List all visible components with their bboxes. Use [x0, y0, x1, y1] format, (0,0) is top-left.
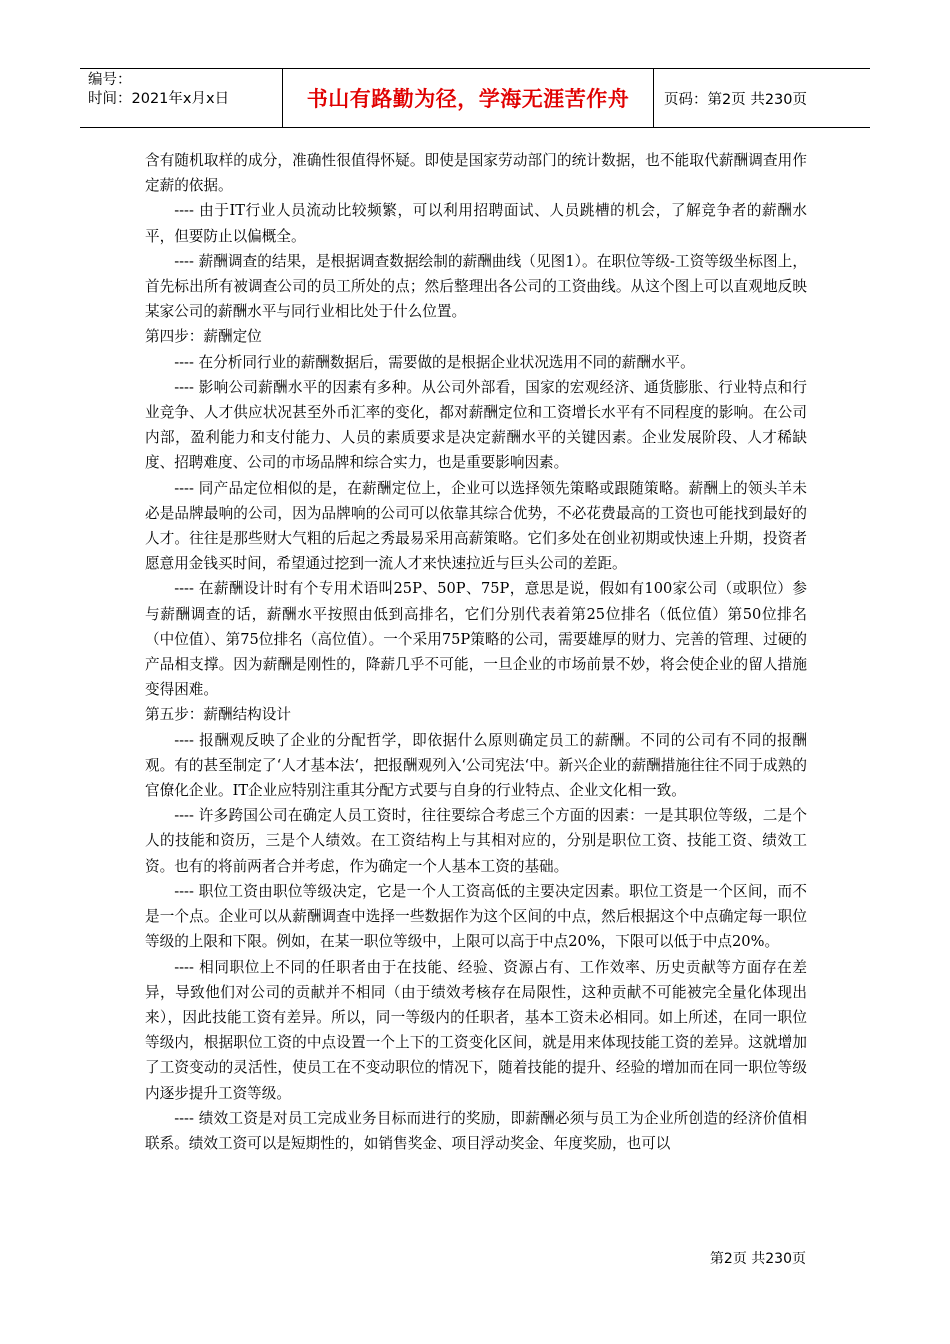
header-meta — [80, 69, 283, 127]
page-header — [80, 68, 870, 128]
paragraph: ---- 报酬观反映了企业的分配哲学，即依据什么原则确定员工的薪酬。不同的公司有不同的报酬观。有的甚至制定了‘人才基本法‘，把报酬观列入‘公司宪法‘中。新兴企业的薪酬措施往往不同于成熟的官僚化企业。IT企业应特别注重其分配方式要与自身的行业特点、企业文化相一致。 — [145, 731, 807, 800]
doc-number-label: 编号： — [88, 72, 132, 88]
paragraph: ---- 许多跨国公司在确定人员工资时，往往要综合考虑三个方面的因素：一是其职位等级，二是个人的技能和资历，三是个人绩效。在工资结构上与其相对应的，分别是职位工资、技能工资、绩效工资。也有的将前两者合并考虑，作为确定一个人基本工资的基础。 — [145, 807, 807, 875]
page-footer: 第2页 共230页 — [709, 1251, 806, 1267]
paragraph: ---- 职位工资由职位等级决定，它是一个人工资高低的主要决定因素。职位工资是一个区间，而不是一个点。企业可以从薪酬调查中选择一些数据作为这个区间的中点，然后根据这个中点确定每一职位等级的上限和下限。例如，在某一职位等级中，上限可以高于中点20%，下限可以低于中点20%。 — [145, 882, 807, 951]
paragraph: ---- 影响公司薪酬水平的因素有多种。从公司外部看，国家的宏观经济、通货膨胀、行业特点和行业竞争、人才供应状况甚至外币汇率的变化，都对薪酬定位和工资增长水平有不同程度的影响。在公司内部，盈利能力和支付能力、人员的素质要求是决定薪酬水平的关键因素。企业发展阶段、人才稀缺度、招聘难度、公司的市场品牌和综合实力，也是重要影响因素。 — [145, 378, 807, 472]
doc-date: 时间：2021年x月x日 — [88, 91, 230, 107]
header-motto: 书山有路勤为径，学海无涯苦作舟 — [283, 69, 654, 127]
document-body — [145, 148, 807, 1156]
paragraph: ---- 在薪酬设计时有个专用术语叫25P、50P、75P，意思是说，假如有100家公司（或职位）参与薪酬调查的话，薪酬水平按照由低到高排名，它们分别代表着第25位排名（低位值）第50位排名（中位值）、第75位排名（高位值）。一个采用75P策略的公司，需要雄厚的财力、完善的管理、过硬的产品相支撑。因为薪酬是刚性的，降薪几乎不可能，一旦企业的市场前景不妙，将会使企业的留人措施变得困难。 — [145, 580, 807, 699]
paragraph: ---- 同产品定位相似的是，在薪酬定位上，企业可以选择领先策略或跟随策略。薪酬上的领头羊未必是品牌最响的公司，因为品牌响的公司可以依靠其综合优势，不必花费最高的工资也可能找到最好的人才。往往是那些财大气粗的后起之秀最易采用高薪策略。它们多处在创业初期或快速上升期，投资者愿意用金钱买时间，希望通过挖到一流人才来快速拉近与巨头公司的差距。 — [145, 479, 807, 573]
header-page-info: 页码：第2页 共230页 — [664, 91, 808, 108]
paragraph: ---- 薪酬调查的结果，是根据调查数据绘制的薪酬曲线（见图1）。在职位等级-工资等级坐标图上，首先标出所有被调查公司的员工所处的点；然后整理出各公司的工资曲线。从这个图上可以直观地反映某家公司的薪酬水平与同行业相比处于什么位置。 — [145, 252, 807, 321]
section-heading: 第四步：薪酬定位 — [145, 328, 262, 346]
paragraph: ---- 绩效工资是对员工完成业务目标而进行的奖励，即薪酬必须与员工为企业所创造的经济价值相联系。绩效工资可以是短期性的，如销售奖金、项目浮动奖金、年度奖励，也可以 — [145, 1109, 807, 1152]
paragraph-continued: 含有随机取样的成分，准确性很值得怀疑。即使是国家劳动部门的统计数据，也不能取代薪酬调查用作定薪的依据。 — [145, 152, 807, 195]
paragraph: ---- 在分析同行业的薪酬数据后，需要做的是根据企业状况选用不同的薪酬水平。 — [174, 353, 695, 371]
section-heading: 第五步：薪酬结构设计 — [145, 706, 291, 724]
paragraph: ---- 由于IT行业人员流动比较频繁，可以利用招聘面试、人员跳槽的机会，了解竞争者的薪酬水平，但要防止以偏概全。 — [145, 202, 807, 245]
paragraph: ---- 相同职位上不同的任职者由于在技能、经验、资源占有、工作效率、历史贡献等方面存在差异，导致他们对公司的贡献并不相同（由于绩效考核存在局限性，这种贡献不可能被完全量化体现出来），因此技能工资有差异。所以，同一等级内的任职者，基本工资未必相同。如上所述，在同一职位等级内，根据职位工资的中点设置一个上下的工资变化区间，就是用来体现技能工资的差异。这就增加了工资变动的灵活性，使员工在不变动职位的情况下，随着技能的提升、经验的增加而在同一职位等级内逐步提升工资等级。 — [145, 958, 807, 1102]
